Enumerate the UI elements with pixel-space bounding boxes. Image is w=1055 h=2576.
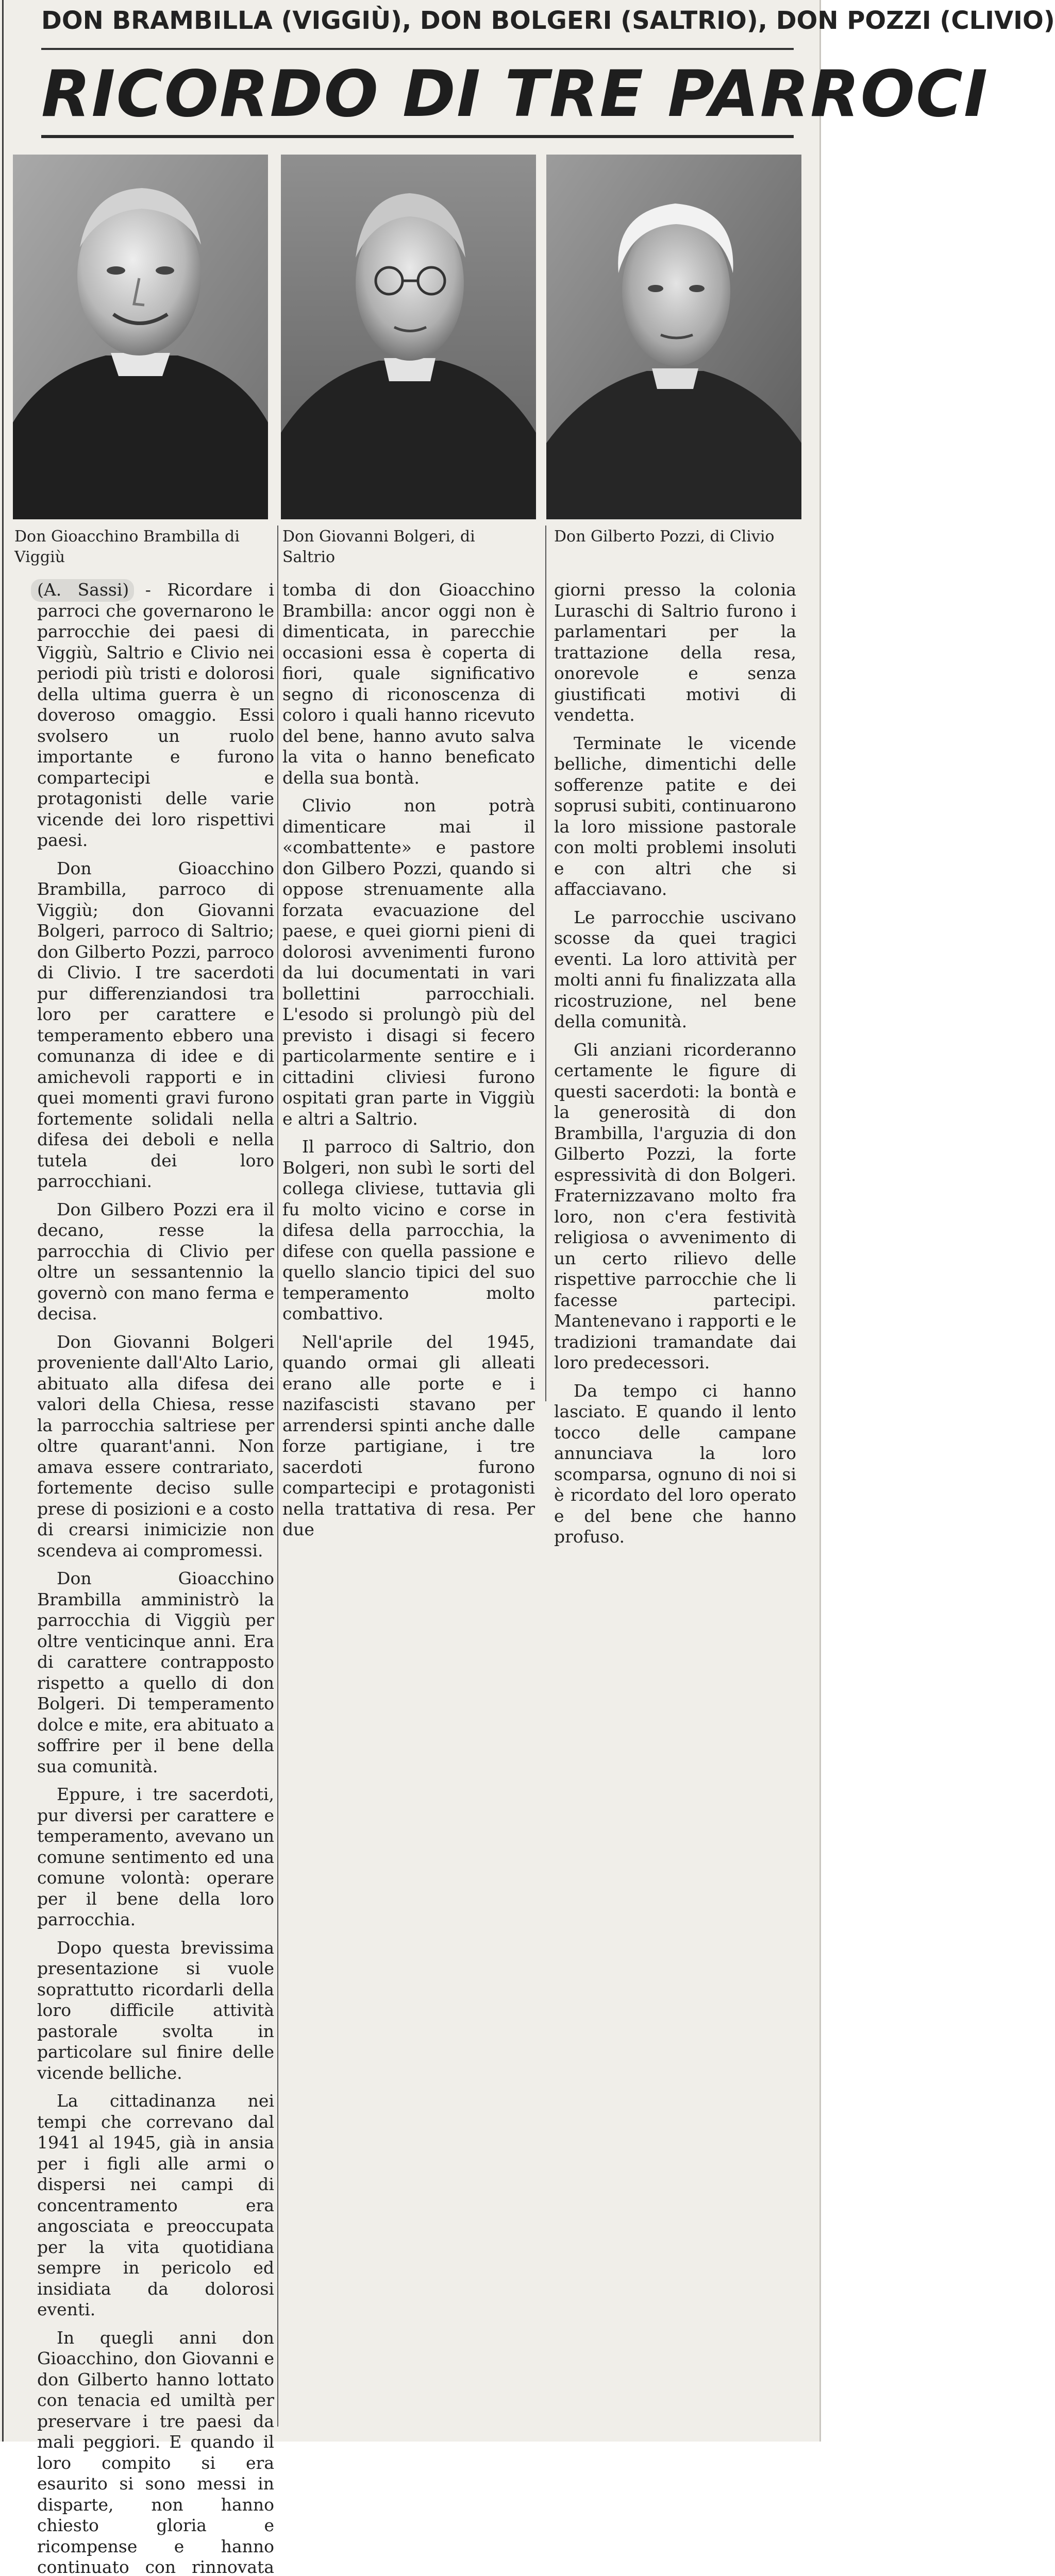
paragraph: Don Gioacchino Brambilla amministrò la parrocchia di Viggiù per oltre venticinque anni. Era di carattere contrapposto rispetto a quello di don Bolgeri. Di temperamento dolce e mite, era abituato a soffrire per il bene della sua comunità. [37, 1568, 274, 1777]
photo-caption-bolgeri: Don Giovanni Bolgeri, di Saltrio [282, 527, 530, 568]
article-column-3 [554, 580, 796, 1555]
paragraph: La cittadinanza nei tempi che correvano dal 1941 al 1945, già in ansia per i figli alle armi o dispersi nei campi di concentramento era angosciata e preoccupata per la vita quotidiana sempre in pericolo ed insidiata da dolorosi eventi. [37, 2091, 274, 2320]
paragraph: Don Gilbero Pozzi era il decano, resse la parrocchia di Clivio per oltre un sessantennio la governò con mano ferma e decisa. [37, 1199, 274, 1325]
column-rule-left [277, 526, 278, 2427]
paragraph: Da tempo ci hanno lasciato. E quando il lento tocco delle campane annunciava la loro scomparsa, ognuno di noi si è ricordato del loro operato e del bene che hanno profuso. [554, 1381, 796, 1548]
article-column-2 [282, 580, 535, 1548]
photo-caption-brambilla: Don Gioacchino Brambilla di Viggiù [14, 527, 262, 568]
headline-rule [41, 135, 794, 138]
paragraph: Don Gioacchino Brambilla, parroco di Viggiù; don Giovanni Bolgeri, parroco di Saltrio; don Gilberto Pozzi, parroco di Clivio. I tre sacerdoti pur differenziandosi tra loro per carattere e temperamento ebbero una comunanza di idee e di amichevoli rapporti e in quei momenti gravi furono fortemente solidali nella difesa dei deboli e nella tutela dei loro parrocchiani. [37, 858, 274, 1192]
paragraph: tomba di don Gioacchino Brambilla: ancor oggi non è dimenticata, in parecchie occasioni essa è coperta di fiori, quale significativo segno di riconoscenza di coloro i quali hanno ricevuto del bene, hanno avuto salva la vita o hanno beneficato della sua bontà. [282, 580, 535, 788]
photo-caption-pozzi: Don Gilberto Pozzi, di Clivio [554, 527, 801, 547]
paragraph: giorni presso la colonia Luraschi di Saltrio furono i parlamentari per la trattazione della resa, onorevole e senza giustificati motivi di vendetta. [554, 580, 796, 726]
paragraph: Il parroco di Saltrio, don Bolgeri, non subì le sorti del collega cliviese, tuttavia gli fu molto vicino e corse in difesa della parrocchia, la difese con quella passione e quello slancio tipici del suo temperamento molto combattivo. [282, 1137, 535, 1325]
paragraph: Clivio non potrà dimenticare mai il «combattente» e pastore don Gilbero Pozzi, quando si oppose strenuamente alla forzata evacuazione del paese, e quei giorni pieni di dolorosi avvenimenti furono da lui documentati in vari bollettini parrocchiali. L'esodo si prolungò più del previsto i disagi si fecero particolarmente sentire e i cittadini cliviesi furono ospitati gran parte in Viggiù e altri a Saltrio. [282, 795, 535, 1129]
paragraph: Eppure, i tre sacerdoti, pur diversi per carattere e temperamento, avevano un comune sentimento ed una comune volontà: operare per il bene della loro parrocchia. [37, 1784, 274, 1930]
article-kicker: DON BRAMBILLA (VIGGIÙ), DON BOLGERI (SALTRIO), DON POZZI (CLIVIO) [41, 6, 1055, 35]
paragraph: Dopo questa brevissima presentazione si vuole soprattutto ricordarli della loro difficile attività pastorale svolta in particolare sul finire delle vicende belliche. [37, 1938, 274, 2084]
paragraph: Nell'aprile del 1945, quando ormai gli alleati erano alle porte e i nazifascisti stavano per arrendersi spinti anche dalle forze partigiane, i tre sacerdoti furono compartecipi e protagonisti nella trattativa di resa. Per due [282, 1332, 535, 1540]
article-headline: RICORDO DI TRE PARROCI [41, 56, 799, 133]
kicker-rule [41, 48, 794, 50]
clipping-edge-line [2, 0, 4, 2442]
paragraph: Gli anziani ricorderanno certamente le figure di questi sacerdoti: la bontà e la generosità di don Brambilla, l'arguzia di don Gilberto Pozzi, la forte espressività di don Bolgeri. Fraternizzavano molto fra loro, non c'era festività religiosa o avvenimento di un certo rilievo delle rispettive parrocchie che li facesse partecipi. Mantenevano i rapporti e le tradizioni tramandate dai loro predecessori. [554, 1040, 796, 1374]
portrait-photo-bolgeri [281, 155, 536, 519]
paragraph: In quegli anni don Gioacchino, don Giovanni e don Gilberto hanno lottato con tenacia ed umiltà per preservare i tre paesi da mali peggiori. E quando il loro compito si era esaurito si sono messi in disparte, non hanno chiesto gloria e ricompense e hanno continuato con rinnovata [37, 2328, 274, 2576]
paragraph: Don Giovanni Bolgeri proveniente dall'Alto Lario, abituato alla difesa dei valori della Chiesa, resse la parrocchia saltriese per oltre quarant'anni. Non amava essere contrariato, fortemente deciso sulle prese di posizioni e a costo di crearsi inimicizie non scendeva ai compromessi. [37, 1332, 274, 1562]
paragraph: (A. Sassi) - Ricordare i parroci che governarono le parrocchie dei paesi di Viggiù, Saltrio e Clivio nei periodi più tristi e dolorosi della ultima guerra è un doveroso omaggio. Essi svolsero un ruolo importante e furono compartecipi e protagonisti delle varie vicende dei loro rispettivi paesi. [37, 580, 274, 851]
portrait-photo-pozzi [546, 155, 801, 519]
paragraph: Terminate le vicende belliche, dimentichi delle sofferenze patite e dei soprusi subiti, continuarono la loro missione pastorale con molti problemi insoluti e con altri che si affacciavano. [554, 733, 796, 900]
paragraph: Le parrocchie uscivano scosse da quei tragici eventi. La loro attività per molti anni fu finalizzata alla ricostruzione, nel bene della comunità. [554, 907, 796, 1032]
article-column-1 [37, 580, 274, 2576]
portrait-photo-brambilla [13, 155, 268, 519]
column-rule-right [545, 526, 546, 1401]
